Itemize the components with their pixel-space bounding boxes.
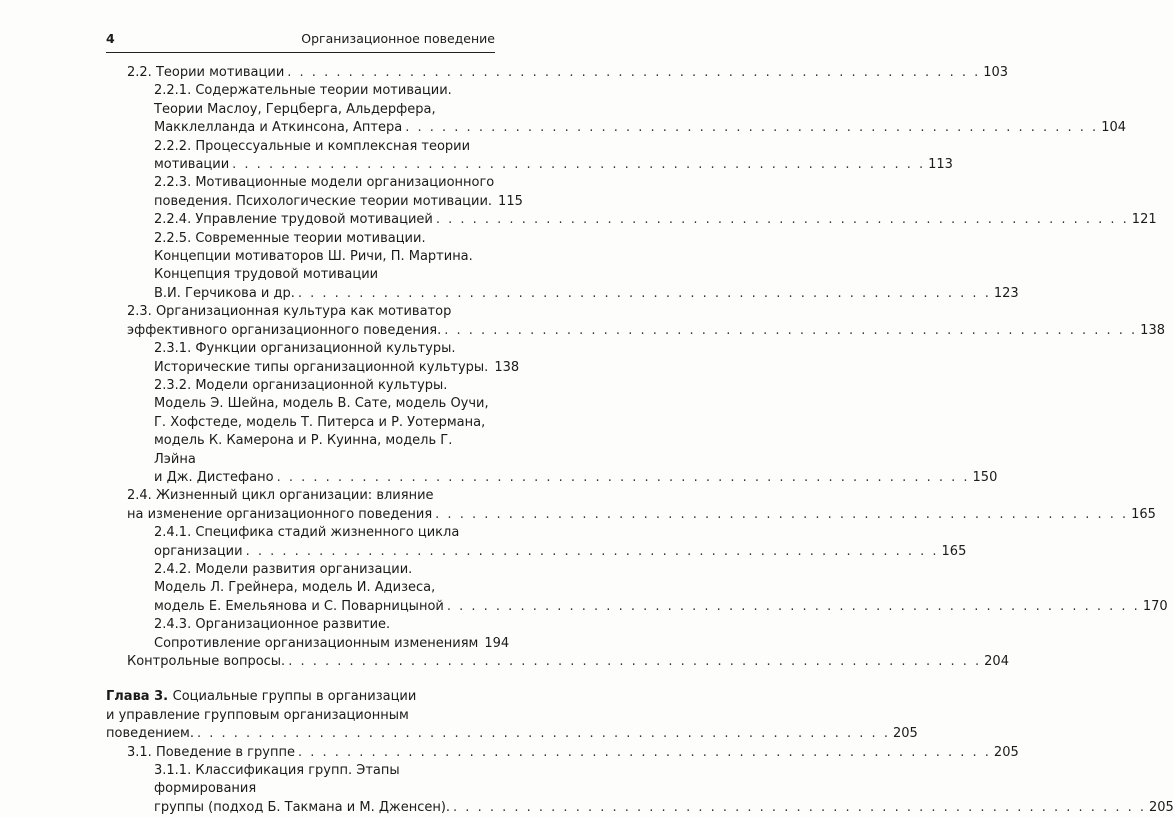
toc-entry[interactable] bbox=[106, 762, 1174, 817]
toc-entry-text: поведения. Психологические теории мотивации. bbox=[154, 193, 493, 209]
toc-entry-last-line bbox=[154, 543, 967, 561]
leader-dots: . . . . . . . . . . . . . . . . . . . . . . . . . . . . . . . . . . . . . . . . . . . . . . . . . . . . . . . . . bbox=[245, 543, 939, 559]
toc-entry-text: модель Е. Емельянова и С. Поварницыной bbox=[154, 598, 444, 614]
toc-page-number: 123 bbox=[993, 285, 1019, 301]
toc-page-number: 138 bbox=[1140, 322, 1165, 338]
toc-entry-line: 2.4.2. Модели развития организации. bbox=[154, 561, 413, 577]
toc-entry-line: модель К. Камерона и Р. Куинна, модель Г. Лэйна bbox=[154, 433, 453, 467]
toc-page-number: 121 bbox=[1131, 212, 1157, 228]
toc-entry-line: 2.3.1. Функции организационной культуры. bbox=[154, 341, 456, 357]
toc-page-number: 205 bbox=[993, 744, 1019, 760]
toc-entry[interactable] bbox=[106, 744, 1019, 762]
toc-entry[interactable] bbox=[106, 524, 967, 561]
toc-entry[interactable] bbox=[106, 340, 520, 377]
leader-dots: . . . . . . . . . . . . . . . . . . . . . . . . . . . . . . . . . . . . . . . . . . . . . . . . . . . . . . . . . bbox=[453, 799, 1146, 815]
toc-entry-line: Модель Э. Шейна, модель В. Сате, модель Оучи, bbox=[154, 396, 489, 412]
toc-entry-last-line bbox=[154, 193, 523, 211]
page-number: 4 bbox=[106, 31, 115, 46]
toc-entry[interactable] bbox=[106, 377, 998, 487]
toc-entry-text: 3.1. Поведение в группе bbox=[127, 744, 295, 760]
page-header bbox=[106, 30, 495, 53]
leader-dots: . . . . . . . . . . . . . . . . . . . . . . . . . . . . . . . . . . . . . . . . . . . . . . . . . . . . . . . . . bbox=[297, 744, 991, 760]
toc-entry[interactable] bbox=[106, 174, 523, 211]
toc-entry-text: организации bbox=[154, 543, 243, 559]
leader-dots: . . . . . . . . . . . . . . . . . . . . . . . . . . . . . . . . . . . . . . . . . . . . . . . . . . . . . . . . . bbox=[435, 212, 1129, 228]
toc-entry[interactable] bbox=[106, 303, 1165, 340]
toc-entry[interactable] bbox=[106, 561, 1168, 616]
toc-page-number: 204 bbox=[984, 654, 1009, 669]
leader-dots: . . . . . . . . . . . . . . . . . . . . . . . . . . . . . . . . . . . . . . . . . . . . . . . . . . . . . . . . . bbox=[232, 157, 926, 173]
toc-entry-last-line bbox=[127, 322, 1165, 340]
toc-entry-last-line bbox=[154, 598, 1168, 616]
toc-entry-line: 2.4.1. Специфика стадий жизненного цикла bbox=[154, 525, 460, 541]
toc-entry-line: Г. Хофстеде, модель Т. Питерса и Р. Уотермана, bbox=[154, 414, 486, 430]
toc-entry-line: и управление групповым организационным bbox=[106, 707, 409, 723]
toc-entry-text: Контрольные вопросы. bbox=[127, 654, 286, 669]
toc-entry[interactable] bbox=[106, 211, 1157, 229]
toc-entry-last-line bbox=[127, 64, 1009, 82]
toc-entry-line: 2.2.2. Процессуальные и комплексная теории bbox=[154, 138, 471, 154]
leader-dots: . . . . . . . . . . . . . . . . . . . . . . . . . . . . . . . . . . . . . . . . . . . . . . . . . . . . . . . . . bbox=[287, 65, 981, 80]
toc-entry-text: Исторические типы организационной культуры. bbox=[154, 359, 489, 375]
toc-entry-text: и Дж. Дистефано bbox=[154, 469, 274, 485]
toc-entry-line: 2.2.5. Современные теории мотивации. bbox=[154, 230, 426, 246]
toc-entry-line bbox=[106, 688, 495, 706]
toc-entry-text: В.И. Герчикова и др. bbox=[154, 285, 295, 301]
toc-page-number: 104 bbox=[1101, 120, 1127, 136]
toc-entry-line: 2.3. Организационная культура как мотиватор bbox=[127, 304, 452, 320]
toc-page-number: 170 bbox=[1142, 598, 1168, 614]
toc-entry-last-line bbox=[154, 635, 510, 653]
toc-page-number: 194 bbox=[484, 635, 510, 651]
toc-entry-line: Концепции мотиваторов Ш. Ричи, П. Мартина. bbox=[154, 249, 473, 265]
toc-entry-text: эффективного организационного поведения. bbox=[127, 322, 442, 338]
running-title: Организационное поведение bbox=[301, 31, 495, 46]
toc-entry-last-line bbox=[154, 469, 998, 487]
toc-entry-text: Сопротивление организационным изменениям bbox=[154, 635, 479, 651]
toc-entry-text: 2.2.4. Управление трудовой мотивацией bbox=[154, 212, 433, 228]
leader-dots: . . . . . . . . . . . . . . . . . . . . . . . . . . . . . . . . . . . . . . . . . . . . . . . . . . . . . . . . . bbox=[297, 285, 991, 301]
toc-entry-line: 2.4. Жизненный цикл организации: влияние bbox=[127, 488, 434, 504]
toc-entry[interactable] bbox=[106, 230, 1019, 304]
toc-entry-last-line bbox=[154, 359, 520, 377]
leader-dots: . . . . . . . . . . . . . . . . . . . . . . . . . . . . . . . . . . . . . . . . . . . . . . . . . . . . . . . . . bbox=[276, 469, 970, 485]
toc-entry-text: мотивации bbox=[154, 157, 230, 173]
toc-page-number: 113 bbox=[928, 157, 953, 173]
toc-page-number: 205 bbox=[892, 726, 918, 742]
toc-entry[interactable] bbox=[106, 138, 953, 175]
toc-entry-line: 2.2.1. Содержательные теории мотивации. bbox=[154, 83, 452, 99]
toc-entry-last-line bbox=[154, 285, 1019, 303]
table-of-contents bbox=[106, 64, 1174, 817]
toc-page-number: 138 bbox=[494, 359, 520, 375]
chapter-label: Глава 3. bbox=[106, 689, 173, 705]
toc-entry-text: Макклелланда и Аткинсона, Аптера bbox=[154, 120, 403, 136]
toc-entry-last-line bbox=[154, 211, 1157, 229]
leader-dots: . . . . . . . . . . . . . . . . . . . . . . . . . . . . . . . . . . . . . . . . . . . . . . . . . . . . . . . . . bbox=[197, 726, 890, 742]
toc-entry[interactable] bbox=[106, 64, 1009, 82]
leader-dots: . . . . . . . . . . . . . . . . . . . . . . . . . . . . . . . . . . . . . . . . . . . . . . . . . . . . . . . . . bbox=[435, 506, 1129, 522]
toc-entry-line: 3.1.1. Классификация групп. Этапы формирования bbox=[154, 763, 400, 797]
toc-entry-line: 2.3.2. Модели организационной культуры. bbox=[154, 377, 448, 393]
toc-page-number: 115 bbox=[498, 193, 523, 209]
toc-entry-last-line bbox=[127, 506, 1156, 524]
leader-dots: . . . . . . . . . . . . . . . . . . . . . . . . . . . . . . . . . . . . . . . . . . . . . . . . . . . . . . . . . bbox=[405, 120, 1099, 136]
toc-page-number: 165 bbox=[941, 543, 967, 559]
toc-entry[interactable] bbox=[106, 82, 1127, 137]
chapter-title-line: Социальные группы в организации bbox=[172, 689, 417, 705]
toc-page-number: 150 bbox=[972, 469, 998, 485]
toc-entry-last-line bbox=[154, 156, 953, 174]
toc-entry-last-line bbox=[106, 725, 918, 743]
toc-entry[interactable] bbox=[106, 653, 1009, 671]
toc-entry-last-line bbox=[127, 653, 1009, 671]
toc-entry-last-line bbox=[127, 744, 1019, 762]
leader-dots: . . . . . . . . . . . . . . . . . . . . . . . . . . . . . . . . . . . . . . . . . . . . . . . . . . . . . . . . . bbox=[288, 654, 982, 669]
toc-entry-text: поведением. bbox=[106, 726, 194, 742]
toc-entry-line: 2.2.3. Мотивационные модели организационного bbox=[154, 175, 495, 191]
toc-entry[interactable] bbox=[106, 616, 510, 653]
toc-entry[interactable] bbox=[106, 487, 1156, 524]
toc-page-number: 103 bbox=[983, 65, 1009, 80]
toc-entry-text: группы (подход Б. Такмана и М. Дженсен). bbox=[154, 799, 451, 815]
toc-entry-line: Теории Маслоу, Герцберга, Альдерфера, bbox=[154, 101, 436, 117]
chapter-heading[interactable] bbox=[106, 688, 918, 743]
toc-page-number: 205 bbox=[1149, 799, 1174, 815]
toc-entry-last-line bbox=[154, 799, 1174, 817]
toc-entry-line: 2.4.3. Организационное развитие. bbox=[154, 617, 391, 633]
toc-entry-line: Модель Л. Грейнера, модель И. Адизеса, bbox=[154, 580, 436, 596]
toc-entry-text: 2.2. Теории мотивации bbox=[127, 65, 285, 80]
leader-dots: . . . . . . . . . . . . . . . . . . . . . . . . . . . . . . . . . . . . . . . . . . . . . . . . . . . . . . . . . bbox=[446, 598, 1140, 614]
toc-page-number: 165 bbox=[1131, 506, 1156, 522]
leader-dots: . . . . . . . . . . . . . . . . . . . . . . . . . . . . . . . . . . . . . . . . . . . . . . . . . . . . . . . . . bbox=[444, 322, 1138, 338]
toc-entry-line: Концепция трудовой мотивации bbox=[154, 267, 379, 283]
toc-entry-text: на изменение организационного поведения bbox=[127, 506, 433, 522]
toc-entry-last-line bbox=[154, 119, 1127, 137]
